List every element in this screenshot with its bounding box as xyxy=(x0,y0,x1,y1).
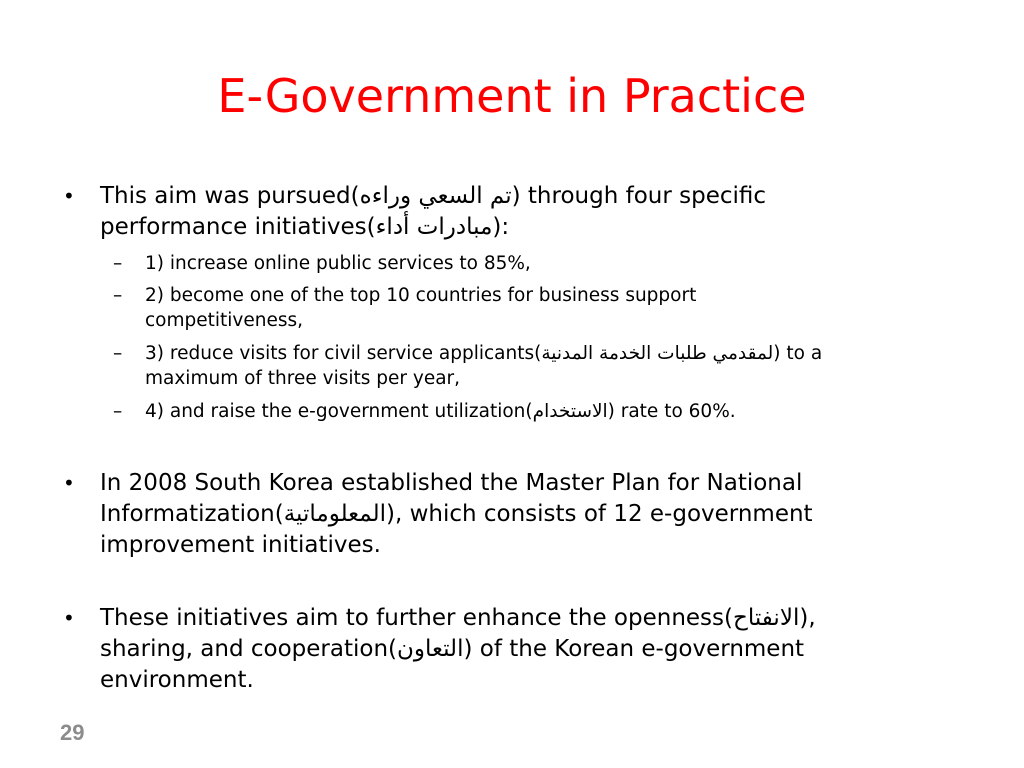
bullet-item: • In 2008 South Korea established the Master Plan for National Informatization(المعلوماتية), which consists of 12 e-government improvement initiatives. xyxy=(63,470,813,558)
sub-item: – 1) increase online public services to 85%, xyxy=(113,253,531,274)
slide-number: 29 xyxy=(60,720,85,745)
bullet-line: This aim was pursued(تم السعي وراءه) through four specific xyxy=(100,183,767,209)
bullet-marker: • xyxy=(63,184,75,208)
sub-item-marker: – xyxy=(113,285,123,306)
slide-title: E-Government in Practice xyxy=(217,69,807,123)
sub-item-marker: – xyxy=(113,343,123,364)
bullet-line: performance initiatives(مبادرات أداء): xyxy=(100,214,510,240)
sub-item-marker: – xyxy=(113,253,123,274)
sub-item: – 3) reduce visits for civil service applicants(لمقدمي طلبات الخدمة المدنية) to a maximum of three visits per year, xyxy=(113,343,823,389)
bullet-marker: • xyxy=(63,606,75,630)
sub-item-marker: – xyxy=(113,401,123,422)
sub-item: – 2) become one of the top 10 countries for business support competitiveness, xyxy=(113,285,697,331)
bullet-item xyxy=(63,181,767,243)
bullet-item: • These initiatives aim to further enhance the openness(الانفتاح), sharing, and cooperation(التعاون) of the Korean e-government environment. xyxy=(63,605,816,693)
bullet-marker: • xyxy=(63,471,75,495)
sub-item: – 4) and raise the e-government utilization(الاستخدام) rate to 60%. xyxy=(113,401,736,422)
